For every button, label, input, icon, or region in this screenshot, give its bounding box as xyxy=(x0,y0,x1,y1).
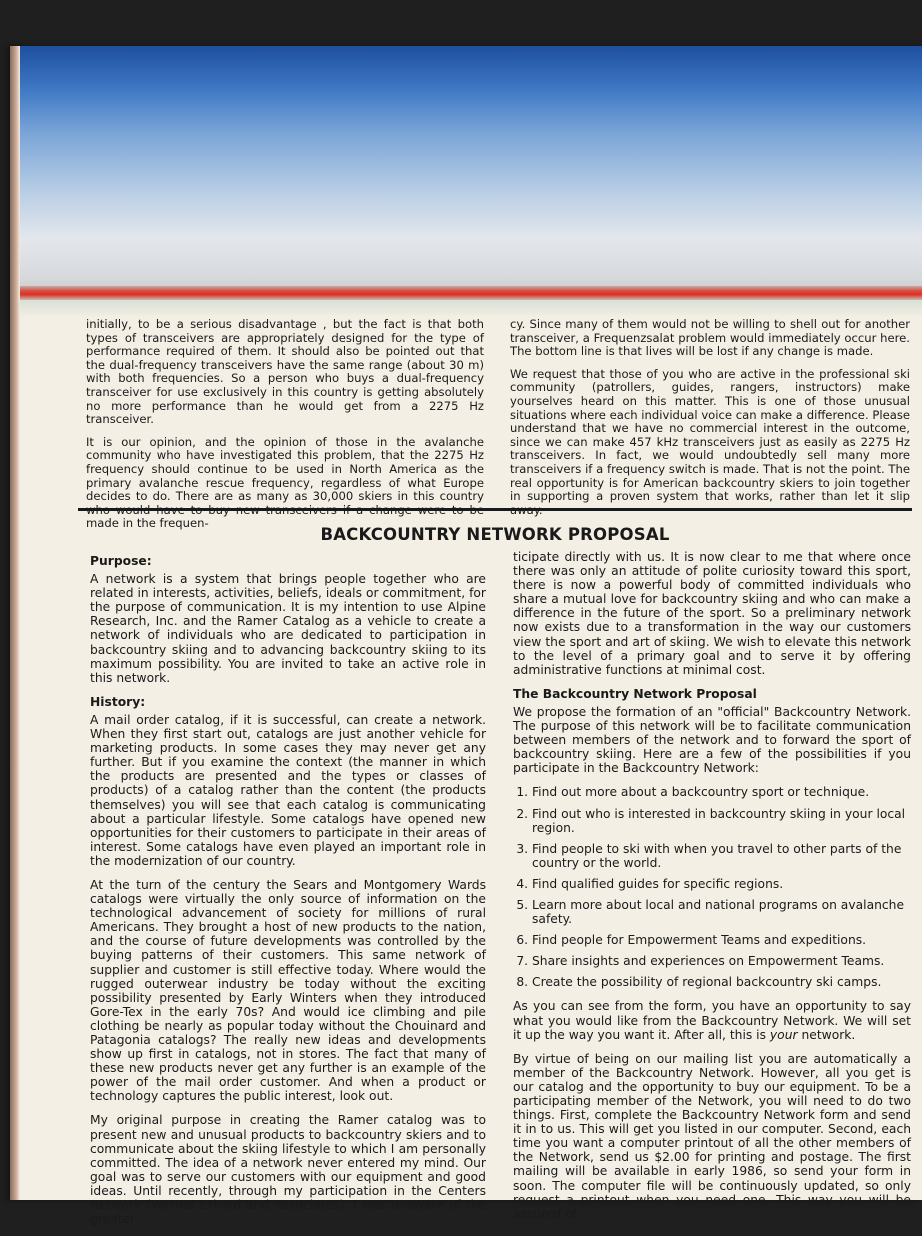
list-item: 5. Learn more about local and national programs on avalanche safety. xyxy=(532,898,911,926)
list-item: 4. Find qualified guides for specific regions. xyxy=(532,877,911,891)
purpose-heading: Purpose: xyxy=(90,554,152,568)
list-item: 3. Find people to ski with when you travel to other parts of the country or the world. xyxy=(532,842,911,870)
top-right-paragraph: cy. Since many of them would not be willing to shell out for another transceiver, a Frequenzsalat problem would immediately occur here. The bottom line is that lives will be lost if any change is made. xyxy=(510,317,910,359)
list-item: 7. Share insights and experiences on Empowerment Teams. xyxy=(532,954,911,968)
history-heading: History: xyxy=(90,694,146,709)
section-title: BACKCOUNTRY NETWORK PROPOSAL xyxy=(320,525,670,544)
history-paragraph: At the turn of the century the Sears and Montgomery Wards catalogs were virtually the only source of information on the technological advancement of society for millions of rural Americans. They brought a host of new products to the nation, and the course of future developments was controlled by the buying patterns of their customers. This same network of supplier and customer is still effective today. Where would the rugged outerwear industry be today without the exciting possibility presented by Early Winters when they introduced Gore-Tex in the early 70s? And would ice climbing and pile clothing be nearly as popular today without the Chouinard and Patagonia catalogs? The really new ideas and developments show up first in catalogs, not in stores. The fact that many of these new products never get any further is an example of the power of the mail order customer. And when a product or technology captures the public interest, look out. xyxy=(90,877,486,1104)
form-paragraph-start: As you can see from the form, you have an opportunity to say what you would like from the Backcountry Network. We will set it up the way you want it. After all, this is xyxy=(513,999,911,1042)
list-item: 6. Find people for Empowerment Teams and expeditions. xyxy=(532,933,911,947)
purpose-paragraph: A network is a system that brings people together who are related in interests, activities, beliefs, ideals or commitment, for the purpose of communication. It is my intention to use Alpine Research, Inc. and the Ramer Catalog as a vehicle to create a network of individuals who are dedicated to participation in backcountry skiing and to advancing backcountry skiing to its maximum possibility. You are invited to take an active role in this network. xyxy=(90,572,486,685)
form-paragraph-end: network. xyxy=(797,1027,856,1042)
top-left-paragraph: It is our opinion, and the opinion of those in the avalanche community who have investigated this problem, that the 2275 Hz frequency should continue to be used in North America as the primary avalanche rescue frequency, regardless of what Europe decides to do. There are as many as 30,000 skiers in this country made in the frequen- xyxy=(86,434,484,531)
network-continuation-paragraph: ticipate directly with us. It is now clear to me that where once there was only an attitude of polite curiosity toward this sport, there is now a powerful body of committed individuals who share a mutual love for backcountry skiing and who can make a difference in the future of the sport. So a preliminary network now exists due to a transformation in the way our customers view the sport and art of skiing. We wish to elevate this network to the level of a primary goal and to serve it by offering administrative functions at minimal cost. xyxy=(513,550,911,677)
top-left-paragraph: initially, to be a serious disadvantage , but the fact is that both types of transceivers are appropriately designed for the type of performance required of them. It should also be pointed out that the dual-frequency transceivers have the same range (about 30 m) with both frequencies. So a person who buys a dual-frequency transceiver for use exclusively in this country is getting absolutely no more performance than he would get from a 2275 Hz transceiver. xyxy=(86,317,484,427)
list-item: 8. Create the possibility of regional backcountry ski camps. xyxy=(532,975,911,989)
list-item: 2. Find out who is interested in backcountry skiing in your local region. xyxy=(532,807,911,835)
list-item: 1. Find out more about a backcountry sport or technique. xyxy=(532,785,911,799)
horizon-fade xyxy=(10,300,922,318)
page-spine-shadow xyxy=(10,46,20,1200)
proposal-heading: The Backcountry Network Proposal xyxy=(513,686,757,701)
membership-paragraph: By virtue of being on our mailing list you are automatically a member of the Backcountry Network. However, all you get is our catalog and the opportunity to buy our equipment. To be a participating member of the Network, you will need to do two things. First, complete the Backcountry Network form and send it in to us. This will get you listed in our computer. Second, each time you want a computer printout of all the other members of the Network, send us $2.00 for printing and postage. The first mailing will be available in early 1986, so send your form in soon. The computer file will be continuously updated, so only request a printout when you need one. This way you will be assured of xyxy=(513,1051,911,1221)
possibilities-list xyxy=(513,785,911,989)
form-paragraph xyxy=(513,999,911,1041)
proposal-intro-paragraph: We propose the formation of an "official" Backcountry Network. The purpose of this network will be to facilitate communication between members of the network and to forward the sport of backcountry skiing. Here are a few of the possibilities if you participate in the Backcountry Network: xyxy=(513,704,911,776)
section-divider-rule xyxy=(78,508,912,511)
right-column xyxy=(513,550,911,1231)
history-paragraph: A mail order catalog, if it is successful, can create a network. When they first start out, catalogs are just another vehicle for marketing products. In some cases they may never get any further. But if you examine the context (the manner in which the products are presented and the types or classes of products) of a catalog rather than the content (the products themselves) you will see that each catalog is communicating about a particular lifestyle. Some catalogs have opened new opportunities for their customers to participate in their areas of interest. Some catalogs have even played an important role in the modernization of our country. xyxy=(90,712,486,868)
sky-photo-banner xyxy=(10,46,922,314)
horizon-red-band xyxy=(10,286,922,300)
left-column xyxy=(90,554,486,1236)
form-paragraph-emphasis: your xyxy=(769,1027,798,1042)
top-right-column xyxy=(510,318,910,526)
top-left-column xyxy=(86,318,484,540)
top-right-paragraph: We request that those of you who are active in the professional ski community (patrollers, guides, rangers, instructors) make yourselves heard on this matter. This is one of those unusual situations where each individual voice can make a difference. Please understand that we have no commercial interest in the outcome, since we can make 457 kHz transceivers just as easily as 2275 Hz transceivers. In fact, we would undoubtedly sell many more transceivers if a frequency switch is made. That is not the point. The real opportunity is for American backcountry skiers to join together in supporting a proven system that works, rather than let it slip xyxy=(510,366,910,504)
history-paragraph: My original purpose in creating the Ramer catalog was to present new and unusual products to backcountry skiers and to communicate about the skiing lifestyle to which I am personally committed. The idea of a network never entered my mind. Our goal was to serve our customers with our equipment and good ideas. Until recently, through my participation in the Centers Network (Werner Erhard and Associates), I was unaware of the greater xyxy=(90,1113,486,1227)
